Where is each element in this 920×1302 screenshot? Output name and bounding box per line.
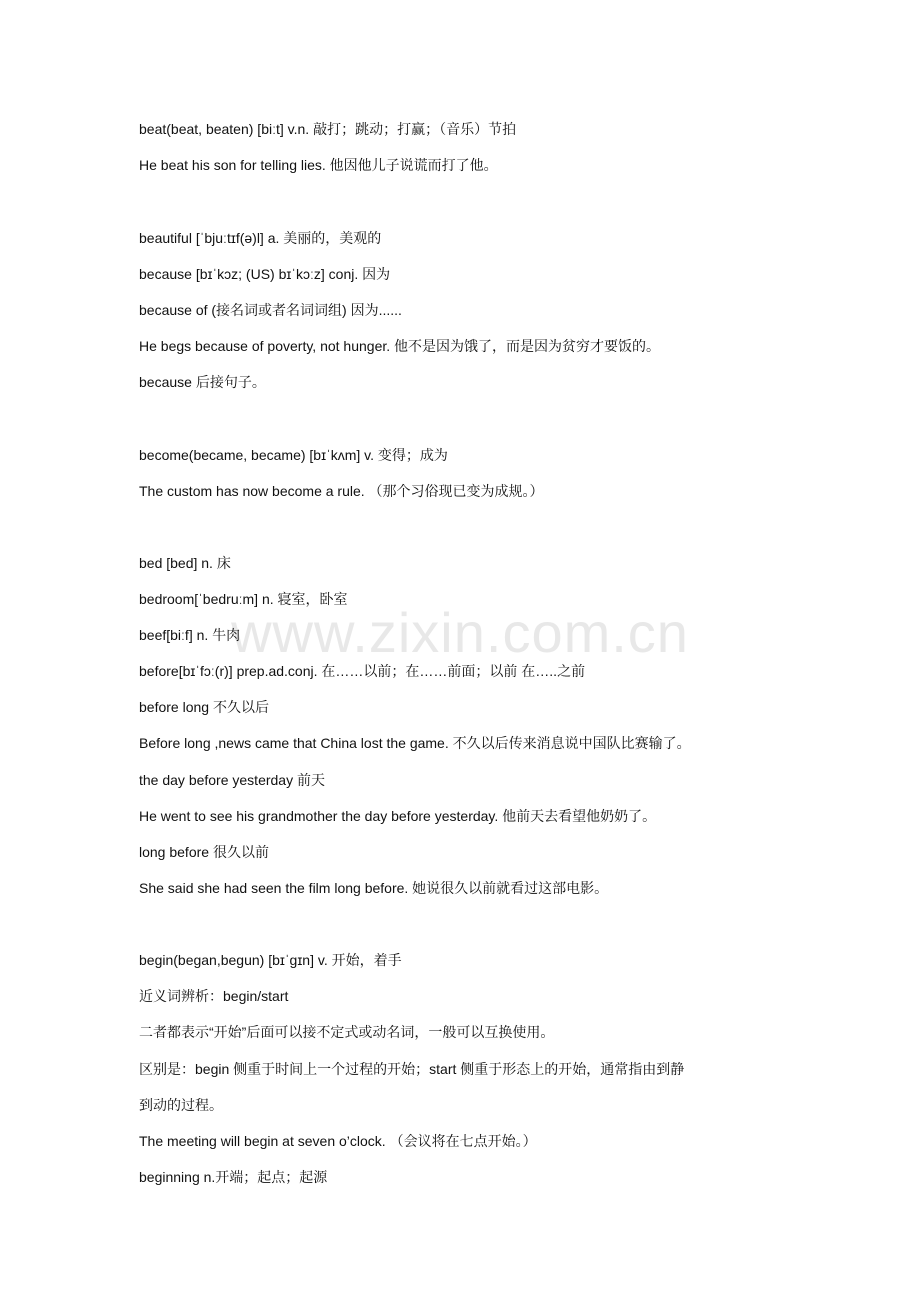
example-begin: The meeting will begin at seven o’clock. （会议将在七点开始。） <box>139 1133 537 1149</box>
synonym-note-1: 二者都表示“开始”后面可以接不定式或动名词，一般可以互换使用。 <box>139 1024 555 1040</box>
entry-beef: beef[biːf] n. 牛肉 <box>139 627 241 643</box>
synonym-heading: 近义词辨析：begin/start <box>139 988 289 1004</box>
example-beat: He beat his son for telling lies. 他因他儿子说谎而打了他。 <box>139 157 498 173</box>
entry-beginning: beginning n.开端；起点；起源 <box>139 1169 328 1185</box>
entry-bed: bed [bed] n. 床 <box>139 555 231 571</box>
synonym-note-2-cont: 到动的过程。 <box>139 1097 223 1113</box>
entry-beautiful: beautiful [ˈbjuːtɪf(ə)l] a. 美丽的，美观的 <box>139 230 382 246</box>
entry-bedroom: bedroom[ˈbedruːm] n. 寝室，卧室 <box>139 591 348 607</box>
note-because: because 后接句子。 <box>139 374 266 390</box>
entry-before: before[bɪˈfɔː(r)] prep.ad.conj. 在……以前；在……前面；以前 在…..之前 <box>139 663 586 679</box>
watermark: www.zixin.com.cn <box>231 601 689 664</box>
entry-before-long: before long 不久以后 <box>139 699 269 715</box>
example-before-long: Before long ,news came that China lost the game. 不久以后传来消息说中国队比赛输了。 <box>139 735 691 751</box>
entry-become: become(became, became) [bɪˈkʌm] v. 变得；成为 <box>139 447 448 463</box>
entry-day-before-yesterday: the day before yesterday 前天 <box>139 772 325 788</box>
entry-beat: beat(beat, beaten) [biːt] v.n. 敲打；跳动；打赢；（音乐）节拍 <box>139 121 517 137</box>
example-day-before-yesterday: He went to see his grandmother the day before yesterday. 他前天去看望他奶奶了。 <box>139 808 657 824</box>
example-long-before: She said she had seen the film long before. 她说很久以前就看过这部电影。 <box>139 880 609 896</box>
entry-begin: begin(began,begun) [bɪˈɡɪn] v. 开始，着手 <box>139 952 402 968</box>
entry-because: because [bɪˈkɔz; (US) bɪˈkɔːz] conj. 因为 <box>139 266 391 282</box>
example-because-of: He begs because of poverty, not hunger. 他不是因为饿了，而是因为贫穷才要饭的。 <box>139 338 661 354</box>
entry-long-before: long before 很久以前 <box>139 844 269 860</box>
example-become: The custom has now become a rule. （那个习俗现已变为成规。） <box>139 483 544 499</box>
synonym-note-2: 区别是：begin 侧重于时间上一个过程的开始；start 侧重于形态上的开始，通常指由到静 <box>139 1061 685 1077</box>
entry-because-of: because of (接名词或者名词词组) 因为...... <box>139 302 402 318</box>
